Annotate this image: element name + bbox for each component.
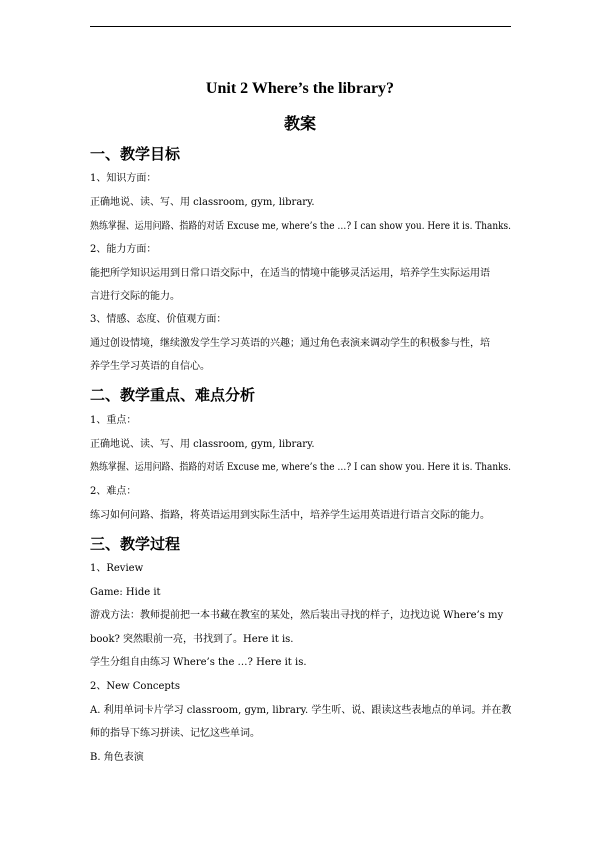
keypoint-difficulty-line1: 练习如何问路、指路，将英语运用到实际生活中，培养学生运用英语进行语言交际的能力。 bbox=[90, 510, 490, 521]
process-review-label: 1、Review bbox=[90, 563, 144, 574]
process-step-a-line2: 师的指导下练习拼读、记忆这些单词。 bbox=[90, 728, 260, 739]
process-new-concepts-label: 2、New Concepts bbox=[90, 681, 180, 692]
page-subtitle: 教案 bbox=[283, 114, 316, 133]
keypoint-focus-line1: 正确地说、读、写、用 classroom, gym, library. bbox=[90, 439, 315, 450]
objective-knowledge-line1: 正确地说、读、写、用 classroom, gym, library. bbox=[90, 197, 315, 208]
keypoint-focus-line2: 熟练掌握、运用问路、指路的对话 Excuse me, where’s the …? I can show you. Here it is. Thanks. bbox=[90, 462, 511, 473]
objective-knowledge-line2: 熟练掌握、运用问路、指路的对话 Excuse me, where’s the …? I can show you. Here it is. Thanks. bbox=[90, 221, 511, 232]
objective-emotion-line1: 通过创设情境，继续激发学生学习英语的兴趣；通过角色表演来调动学生的积极参与性，培 bbox=[90, 338, 490, 349]
process-game-line3: 学生分组自由练习 Where’s the …? Here it is. bbox=[90, 657, 307, 668]
section-heading-objectives: 一、教学目标 bbox=[90, 145, 181, 163]
objective-knowledge-label: 1、知识方面： bbox=[90, 173, 157, 184]
objective-ability-line1: 能把所学知识运用到日常口语交际中，在适当的情境中能够灵活运用，培养学生实际运用语 bbox=[90, 268, 490, 279]
section-heading-process: 三、教学过程 bbox=[90, 535, 181, 553]
objective-ability-label: 2、能力方面： bbox=[90, 244, 157, 255]
keypoint-difficulty-label: 2、难点： bbox=[90, 486, 137, 497]
process-step-b-line1: B. 角色表演 bbox=[90, 752, 144, 763]
keypoint-focus-label: 1、重点： bbox=[90, 415, 137, 426]
objective-emotion-label: 3、情感、态度、价值观方面： bbox=[90, 314, 227, 325]
process-game-line1: 游戏方法：教师提前把一本书藏在教室的某处，然后装出寻找的样子，边找边说 Where’s my bbox=[90, 610, 504, 621]
section-heading-keypoints: 二、教学重点、难点分析 bbox=[90, 386, 256, 404]
objective-ability-line2: 言进行交际的能力。 bbox=[90, 291, 180, 302]
objective-emotion-line2: 养学生学习英语的自信心。 bbox=[90, 361, 210, 372]
page-title: Unit 2 Where’s the library? bbox=[205, 80, 395, 97]
process-game-title: Game: Hide it bbox=[90, 587, 161, 598]
process-step-a-line1: A. 利用单词卡片学习 classroom, gym, library. 学生听、说、跟读这些表地点的单词。并在教 bbox=[90, 705, 512, 716]
header-rule bbox=[90, 26, 511, 27]
process-game-line2: book? 突然眼前一亮，书找到了。Here it is. bbox=[90, 634, 294, 645]
